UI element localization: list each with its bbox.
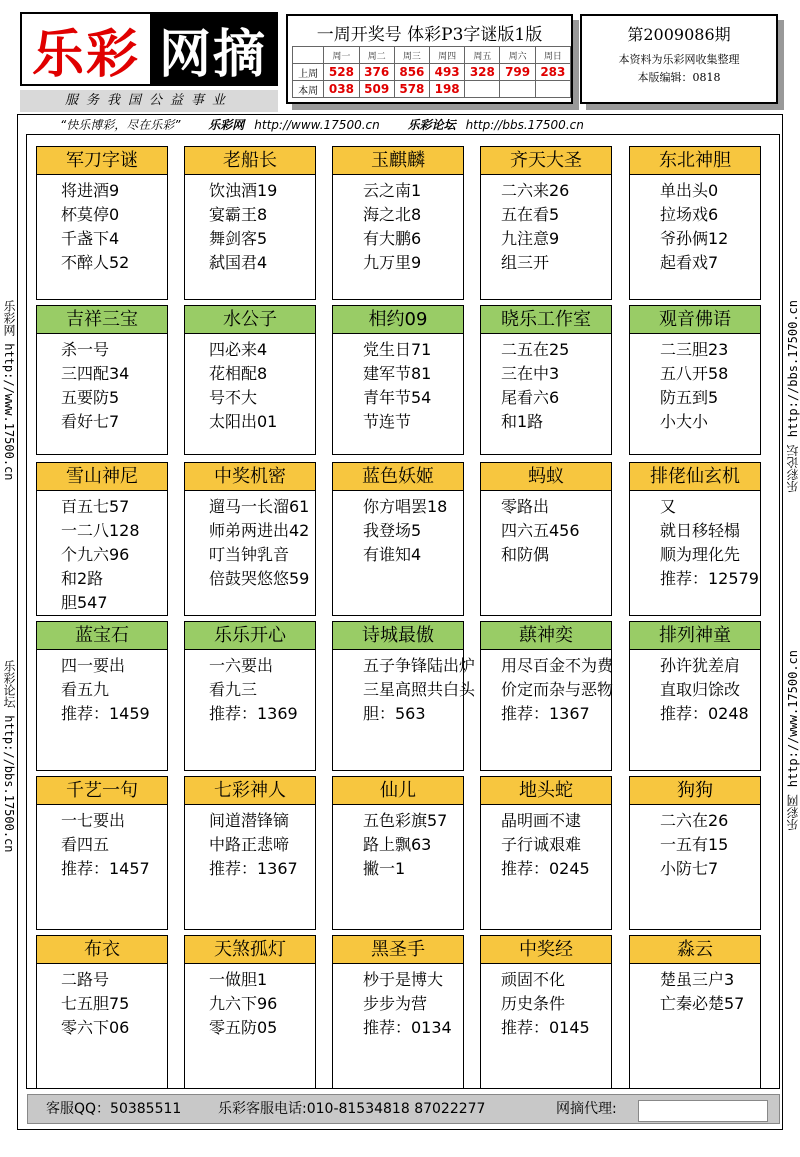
puzzle-card: [629, 462, 761, 616]
card-line: 推荐：1367: [501, 704, 590, 723]
footer-phone: 乐彩客服电话:010-81534818 87022277: [218, 1101, 486, 1117]
draw-row-last-week: [293, 64, 571, 81]
card-line: 推荐：12579: [660, 569, 759, 588]
card-title: 中奖机密: [185, 463, 315, 491]
card-line: 个九六96: [61, 545, 130, 564]
issue-number: 第2009086期: [627, 25, 731, 44]
puzzle-card: [332, 305, 464, 455]
card-title: 蕻神奕: [481, 622, 611, 650]
draw-number: 493: [430, 64, 465, 81]
card-line: 遛马一长溜61: [209, 497, 310, 516]
puzzle-card: [629, 621, 761, 771]
logo-black-text: 网摘: [150, 14, 276, 84]
card-line: 二三胆23: [660, 340, 729, 359]
card-line: 推荐：0248: [660, 704, 749, 723]
card-line: 看五九: [61, 680, 110, 699]
card-line: 舞剑客5: [209, 229, 268, 248]
card-line: 党生日71: [363, 340, 432, 359]
issue-note: 本资料为乐彩网收集整理: [618, 53, 740, 66]
card-title: 吉祥三宝: [37, 306, 167, 334]
card-body: [185, 968, 315, 1040]
card-body: [481, 179, 611, 275]
day-cell: 周日: [535, 47, 570, 64]
issue-box: [580, 14, 778, 104]
site1-name: 乐彩网: [208, 118, 245, 132]
card-line: 节连节: [363, 412, 412, 431]
card-title: 狗狗: [630, 777, 760, 805]
card-line: 宴霸王8: [209, 205, 268, 224]
card-line: 防五到5: [660, 388, 719, 407]
card-line: 四六五456: [501, 521, 580, 540]
card-title: 老船长: [185, 147, 315, 175]
card-title: 蚂蚁: [481, 463, 611, 491]
slogan-line: [60, 116, 760, 133]
card-line: 顽固不化: [501, 970, 566, 989]
card-title: 乐乐开心: [185, 622, 315, 650]
draw-number: 856: [394, 64, 429, 81]
card-line: 你方唱罢18: [363, 497, 448, 516]
card-body: [630, 338, 760, 434]
puzzle-card: [332, 146, 464, 300]
card-line: 价定而杂与恶物: [501, 680, 614, 699]
card-line: 花相配8: [209, 364, 268, 383]
card-line: 杯莫停0: [61, 205, 120, 224]
card-line: 和2路: [61, 569, 104, 588]
puzzle-card: [184, 462, 316, 616]
card-title: 排佬仙玄机: [630, 463, 760, 491]
card-title: 七彩神人: [185, 777, 315, 805]
puzzle-card: [36, 305, 168, 455]
card-body: [37, 654, 167, 726]
puzzle-card: [184, 935, 316, 1089]
card-title: 布衣: [37, 936, 167, 964]
draw-number: 328: [465, 64, 500, 81]
puzzle-card: [184, 305, 316, 455]
draw-number: [465, 81, 500, 98]
card-title: 淼云: [630, 936, 760, 964]
puzzle-card: [629, 305, 761, 455]
puzzle-card: [480, 462, 612, 616]
card-line: 单出头0: [660, 181, 719, 200]
slogan-quote: “快乐博彩，尽在乐彩”: [60, 118, 181, 132]
card-line: 又: [660, 497, 677, 516]
card-line: 尾看六6: [501, 388, 560, 407]
card-line: 推荐：1369: [209, 704, 298, 723]
puzzle-card: [36, 462, 168, 616]
puzzle-card: [184, 146, 316, 300]
footer-agent: 网摘代理:: [556, 1101, 617, 1117]
card-title: 齐天大圣: [481, 147, 611, 175]
logo-slogan: 服务我国公益事业: [20, 90, 278, 112]
card-line: 孙许犹差肩: [660, 656, 741, 675]
card-line: 千盏下4: [61, 229, 120, 248]
draw-number: 528: [324, 64, 359, 81]
card-line: 饮浊酒19: [209, 181, 278, 200]
card-body: [333, 654, 476, 726]
card-body: [333, 338, 463, 434]
card-line: 推荐：0245: [501, 859, 590, 878]
draw-number: 578: [394, 81, 429, 98]
card-line: 四必来4: [209, 340, 268, 359]
card-line: 一七要出: [61, 811, 126, 830]
card-line: 零五防05: [209, 1018, 278, 1037]
card-line: 叮当钟乳音: [209, 545, 290, 564]
card-line: 三在中3: [501, 364, 560, 383]
footer-qq: 客服QQ：50385511: [46, 1101, 182, 1117]
card-line: 四一要出: [61, 656, 126, 675]
card-title: 玉麒麟: [333, 147, 463, 175]
card-title: 军刀字谜: [37, 147, 167, 175]
puzzle-card: [332, 462, 464, 616]
card-line: 历史条件: [501, 994, 566, 1013]
draw-number: 198: [430, 81, 465, 98]
row-label: 本周: [293, 81, 324, 98]
card-line: 子行诚艰难: [501, 835, 582, 854]
day-cell: 周六: [500, 47, 535, 64]
card-line: 用尽百金不为费: [501, 656, 614, 675]
card-line: 推荐：0145: [501, 1018, 590, 1037]
card-line: 爷孙俩12: [660, 229, 729, 248]
card-body: [185, 809, 315, 881]
puzzle-card: [480, 305, 612, 455]
card-line: 看九三: [209, 680, 258, 699]
card-body: [481, 495, 611, 567]
corner-cell: [293, 47, 324, 64]
card-line: 杀一号: [61, 340, 110, 359]
draw-row-this-week: [293, 81, 571, 98]
card-line: 九万里9: [363, 253, 422, 272]
row-label: 上周: [293, 64, 324, 81]
card-line: 一五有15: [660, 835, 729, 854]
card-title: 黑圣手: [333, 936, 463, 964]
card-body: [333, 968, 463, 1040]
site2-url[interactable]: http://bbs.17500.cn: [465, 118, 584, 132]
card-body: [630, 968, 760, 1016]
card-line: 零六下06: [61, 1018, 130, 1037]
card-line: 建军节81: [363, 364, 432, 383]
site2-name: 乐彩论坛: [407, 118, 456, 132]
logo-mark: [20, 12, 278, 86]
card-body: [37, 338, 167, 434]
card-line: 一做胆1: [209, 970, 268, 989]
day-cell: 周二: [359, 47, 394, 64]
card-title: 晓乐工作室: [481, 306, 611, 334]
card-body: [37, 495, 167, 615]
card-line: 直取归馀改: [660, 680, 741, 699]
card-line: 二六来26: [501, 181, 570, 200]
draw-results-table: [292, 46, 571, 98]
draw-number: 509: [359, 81, 394, 98]
card-line: 二六在26: [660, 811, 729, 830]
card-line: 一六要出: [209, 656, 274, 675]
draw-number: 038: [324, 81, 359, 98]
card-line: 有谁知4: [363, 545, 422, 564]
card-body: [333, 495, 463, 567]
card-line: 中路正悲啼: [209, 835, 290, 854]
title-box: [286, 14, 573, 104]
puzzle-card: [36, 146, 168, 300]
card-line: 看四五: [61, 835, 110, 854]
card-line: 有大鹏6: [363, 229, 422, 248]
card-line: 五要防5: [61, 388, 120, 407]
side-text-left-top: 乐彩网 http://www.17500.cn: [2, 300, 16, 481]
card-line: 间道潜锋镝: [209, 811, 290, 830]
agent-input-box: [638, 1100, 768, 1122]
card-line: 五八开58: [660, 364, 729, 383]
card-title: 地头蛇: [481, 777, 611, 805]
card-line: 就日移轻榻: [660, 521, 741, 540]
card-line: 不醉人52: [61, 253, 130, 272]
draw-number: [500, 81, 535, 98]
card-line: 七五胆75: [61, 994, 130, 1013]
card-body: [185, 495, 315, 591]
card-title: 诗城最傲: [333, 622, 463, 650]
card-body: [333, 179, 463, 275]
puzzle-card: [36, 621, 168, 771]
card-line: 拉场戏6: [660, 205, 719, 224]
puzzle-card: [184, 621, 316, 771]
card-line: 我登场5: [363, 521, 422, 540]
puzzle-card: [480, 935, 612, 1089]
card-body: [185, 179, 315, 275]
card-body: [481, 968, 611, 1040]
issue-editor: 本版编辑：0818: [637, 71, 721, 84]
card-line: 小防七7: [660, 859, 719, 878]
card-line: 看好七7: [61, 412, 120, 431]
card-line: 顺为理化先: [660, 545, 741, 564]
card-title: 水公子: [185, 306, 315, 334]
footer: [27, 1094, 780, 1124]
card-line: 弑国君4: [209, 253, 268, 272]
card-title: 雪山神尼: [37, 463, 167, 491]
puzzle-card: [480, 621, 612, 771]
card-title: 东北神胆: [630, 147, 760, 175]
card-body: [481, 809, 611, 881]
draw-number: [535, 81, 570, 98]
logo: [20, 12, 278, 108]
card-body: [37, 809, 167, 881]
card-title: 蓝宝石: [37, 622, 167, 650]
side-text-left-bottom: 乐彩论坛 http://bbs.17500.cn: [2, 660, 16, 853]
card-body: [481, 338, 611, 434]
card-line: 海之北8: [363, 205, 422, 224]
puzzle-card: [629, 776, 761, 930]
card-line: 零路出: [501, 497, 550, 516]
day-cell: 周五: [465, 47, 500, 64]
card-body: [185, 338, 315, 434]
card-line: 五色彩旗57: [363, 811, 448, 830]
card-line: 五子争锋陆出炉: [363, 656, 476, 675]
card-body: [333, 809, 463, 881]
card-line: 二路号: [61, 970, 110, 989]
card-line: 云之南1: [363, 181, 422, 200]
card-line: 一二八128: [61, 521, 140, 540]
draw-number: 799: [500, 64, 535, 81]
puzzle-card: [36, 935, 168, 1089]
puzzle-card: [480, 776, 612, 930]
card-title: 中奖经: [481, 936, 611, 964]
card-line: 三四配34: [61, 364, 130, 383]
card-title: 仙儿: [333, 777, 463, 805]
card-line: 九六下96: [209, 994, 278, 1013]
card-body: [630, 495, 760, 591]
card-line: 胆：563: [363, 704, 426, 723]
card-line: 太阳出01: [209, 412, 278, 431]
card-line: 将进酒9: [61, 181, 120, 200]
card-line: 亡秦必楚57: [660, 994, 745, 1013]
puzzle-card: [629, 146, 761, 300]
card-line: 号不大: [209, 388, 258, 407]
card-body: [630, 179, 760, 275]
puzzle-card: [332, 621, 476, 771]
card-line: 起看戏7: [660, 253, 719, 272]
card-line: 晶明画不逮: [501, 811, 582, 830]
card-line: 组三开: [501, 253, 550, 272]
card-line: 二五在25: [501, 340, 570, 359]
card-line: 路上飘63: [363, 835, 432, 854]
draw-table-header: [293, 47, 571, 64]
card-line: 和1路: [501, 412, 544, 431]
card-line: 撇一1: [363, 859, 406, 878]
card-title: 蓝色妖姬: [333, 463, 463, 491]
card-line: 和防偶: [501, 545, 550, 564]
day-cell: 周四: [430, 47, 465, 64]
puzzle-card: [36, 776, 168, 930]
day-cell: 周三: [394, 47, 429, 64]
page-title: 一周开奖号 体彩P3字谜版1版: [316, 25, 543, 45]
card-line: 九注意9: [501, 229, 560, 248]
draw-number: 283: [535, 64, 570, 81]
card-line: 三星高照共白头: [363, 680, 476, 699]
card-title: 天煞孤灯: [185, 936, 315, 964]
card-line: 胆547: [61, 593, 108, 612]
card-line: 小大小: [660, 412, 709, 431]
card-body: [37, 179, 167, 275]
logo-red-text: 乐彩: [22, 14, 150, 84]
card-line: 推荐：1367: [209, 859, 298, 878]
card-line: 推荐：1457: [61, 859, 150, 878]
day-cell: 周一: [324, 47, 359, 64]
puzzle-card: [184, 776, 316, 930]
side-text-right-top: 乐彩论坛 http://bbs.17500.cn: [786, 300, 800, 493]
card-body: [37, 968, 167, 1040]
card-line: 推荐：0134: [363, 1018, 452, 1037]
card-line: 楚虽三户3: [660, 970, 735, 989]
puzzle-card: [332, 935, 464, 1089]
card-line: 师弟两进出42: [209, 521, 310, 540]
card-line: 推荐：1459: [61, 704, 150, 723]
site1-url[interactable]: http://www.17500.cn: [254, 118, 380, 132]
draw-number: 376: [359, 64, 394, 81]
puzzle-card: [480, 146, 612, 300]
card-body: [630, 654, 760, 726]
card-title: 排列神童: [630, 622, 760, 650]
card-line: 百五七57: [61, 497, 130, 516]
card-body: [185, 654, 315, 726]
card-body: [481, 654, 614, 726]
puzzle-card: [332, 776, 464, 930]
card-line: 倍鼓哭悠悠59: [209, 569, 310, 588]
side-text-right-bottom: 乐彩网 http://www.17500.cn: [786, 650, 800, 831]
card-title: 观音佛语: [630, 306, 760, 334]
card-title: 千艺一句: [37, 777, 167, 805]
card-line: 步步为营: [363, 994, 428, 1013]
card-line: 青年节54: [363, 388, 432, 407]
card-line: 五在看5: [501, 205, 560, 224]
card-body: [630, 809, 760, 881]
card-title: 相约09: [333, 306, 463, 334]
puzzle-card: [629, 935, 761, 1089]
card-line: 杪于是博大: [363, 970, 444, 989]
